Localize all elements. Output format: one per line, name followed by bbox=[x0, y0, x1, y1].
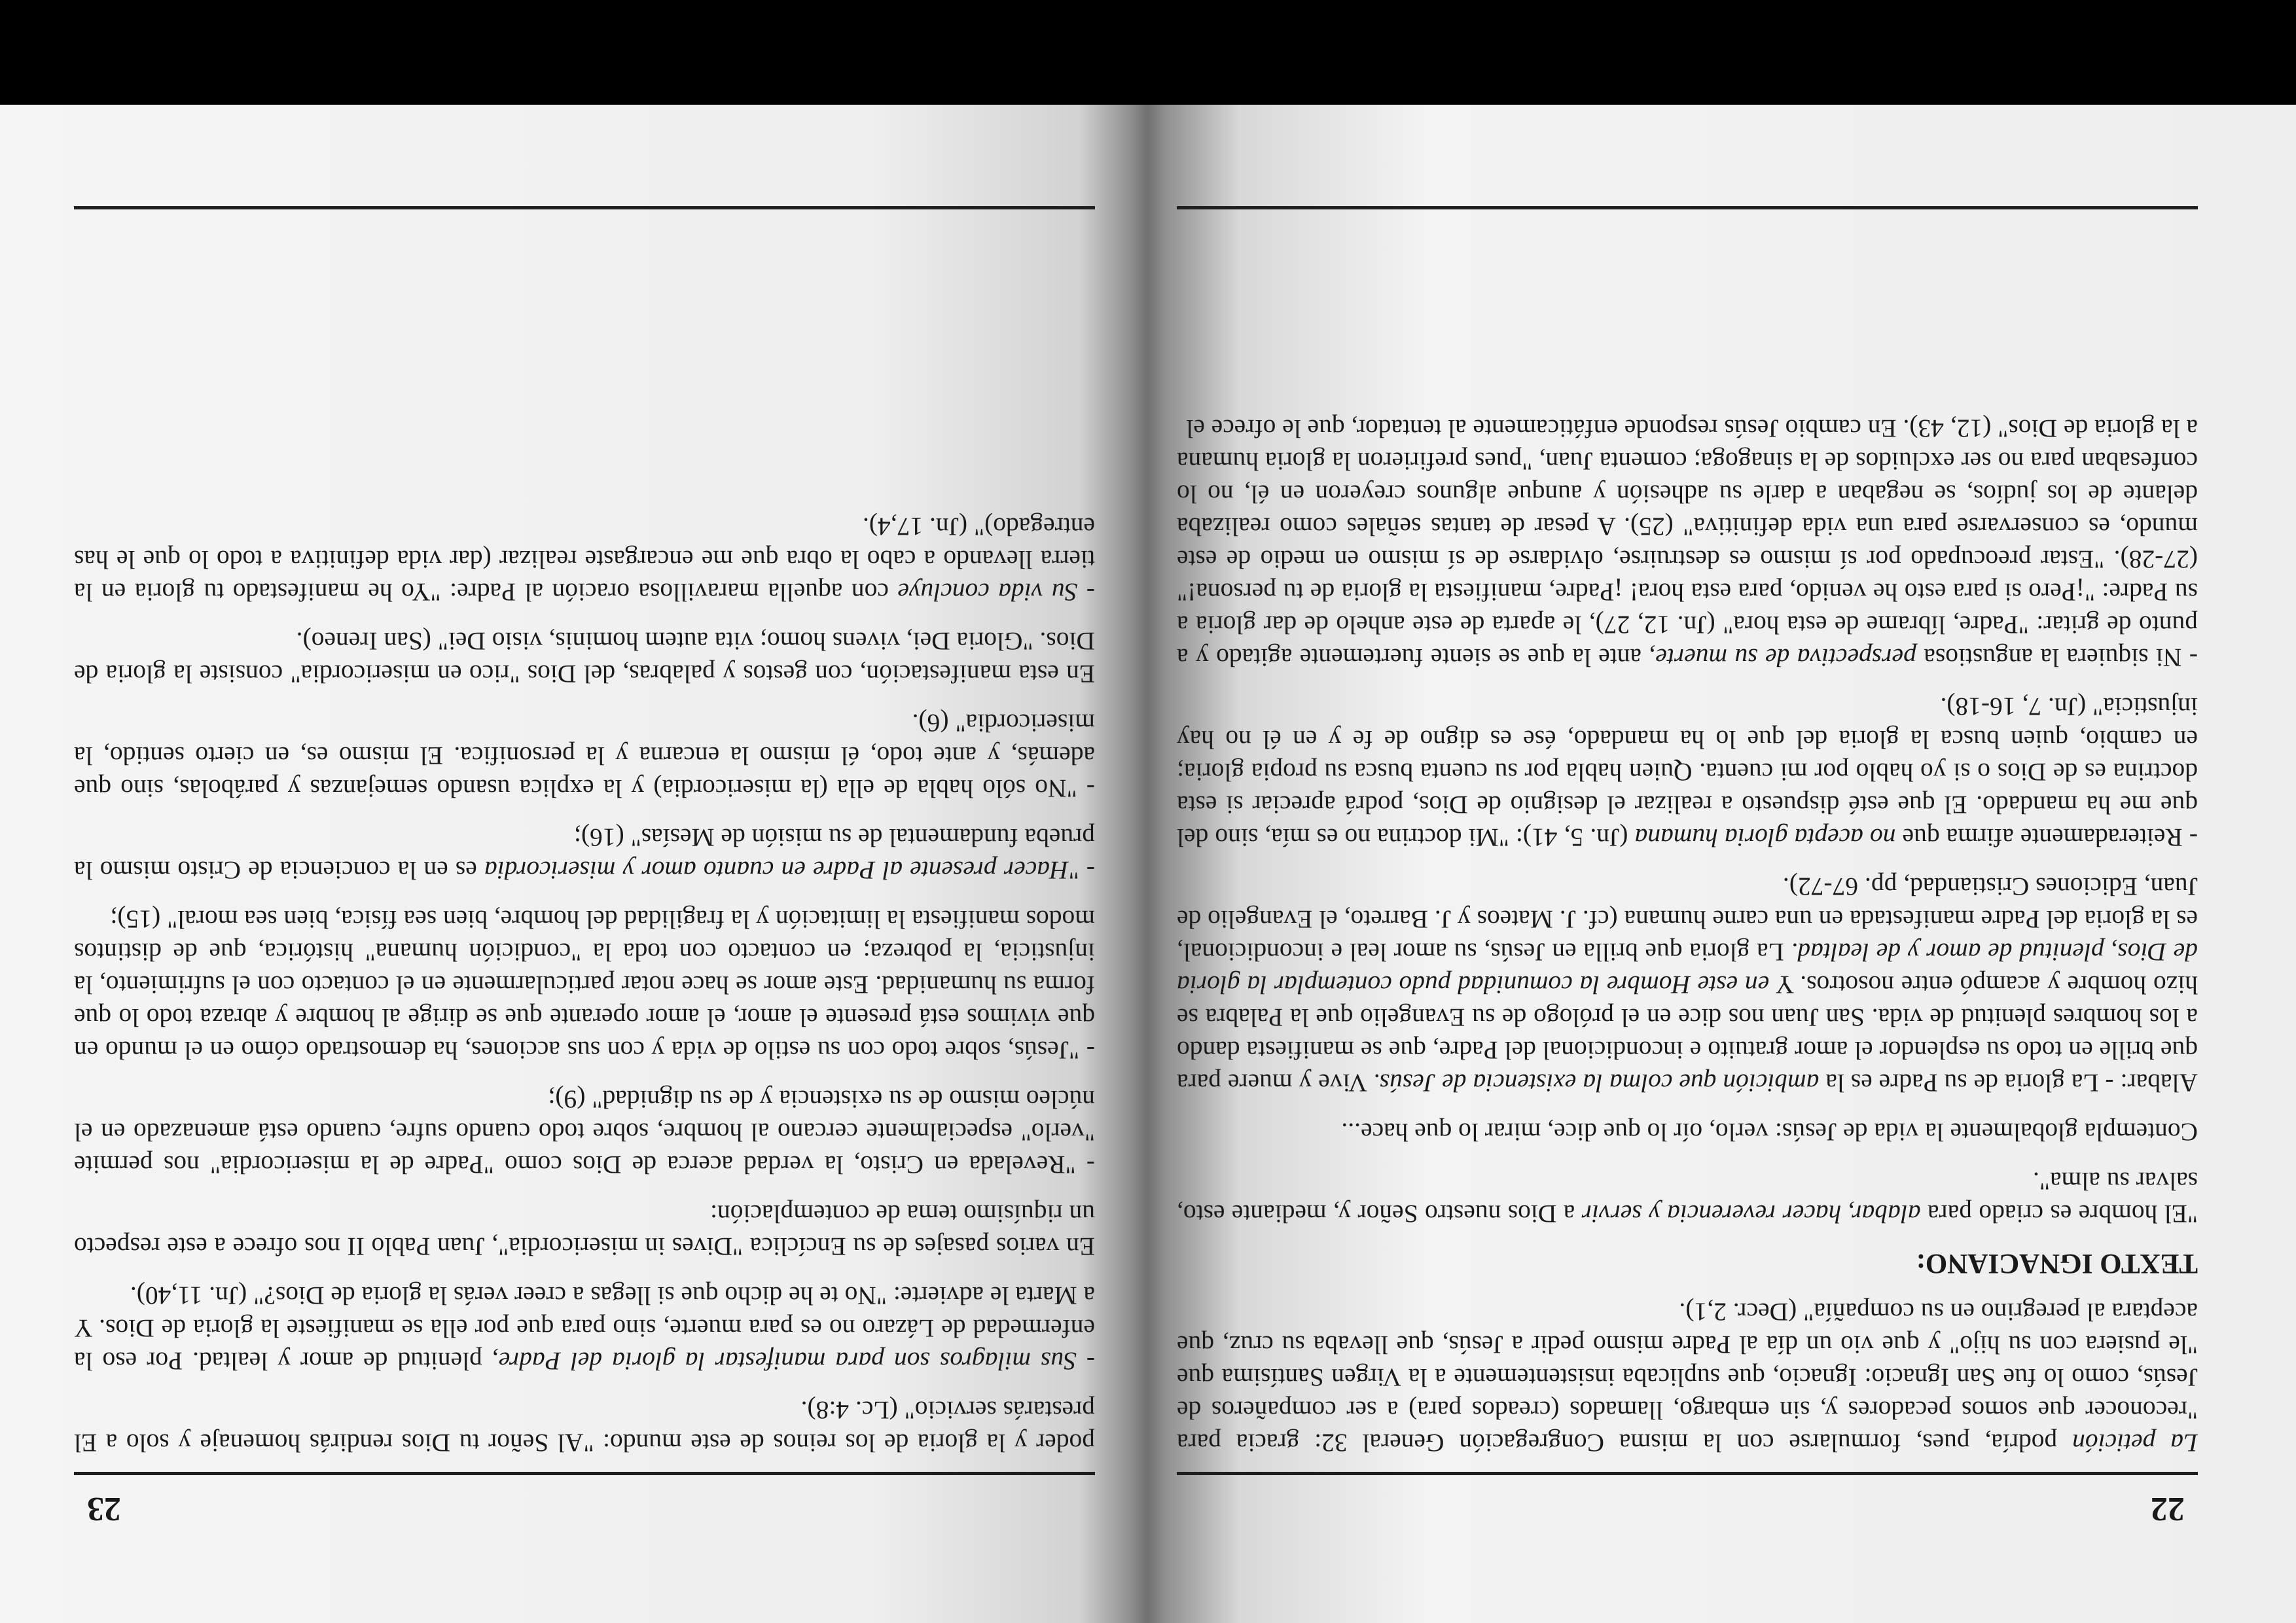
text-run: plenitud de amor y lealtad. Por eso la enfermedad de Lázaro no es para muerte, sino para que por ella se manifieste la gloria de Dios. Y a Marta le advierte: "No te he dicho que si llegas a creer verás la gloria de Dios?" (Jn. 11,40). bbox=[74, 1281, 1095, 1376]
text-run: "El hombre es criado para bbox=[1920, 1200, 2198, 1228]
page-text bbox=[74, 236, 1095, 1459]
text-run: - "Revelada en Cristo, la verdad acerca de Dios como "Padre de la misericordia" nos permite "verlo" especialmente cercano al hombre, sobre todo cuando sufre, cuando está amenazado en el núcleo mismo de su existencia y de su dignidad" (9); bbox=[74, 1085, 1095, 1179]
paragraph bbox=[1177, 1116, 2198, 1149]
text-run: (Jn. 5, 41): "Mi doctrina no es mía, sino del que me ha mandado. El que esté dispuesto a realizar el designio de Dios, podrá apreciar si esta doctrina es de Dios o si yo hablo por mi cuenta. Quien habla por su cuenta busca su propia gloria; en cambio, quien busca la gloria del que lo ha mandado, ése es digno de fe y en él no hay injusticia" (Jn. 7, 16-18). bbox=[1177, 692, 2198, 852]
text-run: es en la conciencia de Cristo mismo la prueba fundamental de su misión de Mesías" (16); bbox=[74, 823, 1095, 885]
italic-run: La petición bbox=[2072, 1429, 2198, 1457]
page-number: 23 bbox=[87, 1490, 121, 1527]
paragraph bbox=[74, 821, 1095, 887]
page-right bbox=[74, 105, 1095, 1623]
book-pages bbox=[0, 105, 2296, 1623]
bottom-rule bbox=[1177, 206, 2198, 209]
text-run: a Dios nuestro Señor y, mediante esto, salvar su alma". bbox=[1177, 1167, 2198, 1228]
paragraph bbox=[1177, 690, 2198, 854]
paragraph bbox=[74, 1279, 1095, 1378]
paragraph bbox=[1177, 870, 2198, 1099]
text-run: En esta manifestación, con gestos y palabras, del Dios "rico en misericordia" consiste la gloria de Dios. "Gloria Dei, vivens homo; vita autem hominis, visio Dei" (San Ireneo). bbox=[74, 627, 1095, 688]
paragraph bbox=[74, 1394, 1095, 1459]
paragraph bbox=[1177, 1165, 2198, 1230]
text-run: - Ni siquiera la angustiosa bbox=[1916, 643, 2198, 672]
italic-run: Hacer presente al Padre en cuanto amor y misericordia bbox=[484, 856, 1069, 885]
paragraph bbox=[74, 510, 1095, 609]
paragraph bbox=[74, 1198, 1095, 1263]
text-run: - bbox=[1077, 578, 1095, 607]
italic-run: en este Hombre la comunidad pudo contemplar la gloria de Dios, plenitud de amor y de lealtad. bbox=[1177, 938, 2198, 999]
text-run: - Reiteradamente afirma que bbox=[1895, 823, 2198, 852]
page-left bbox=[1177, 105, 2198, 1623]
text-run: - " bbox=[1068, 856, 1095, 885]
italic-run: Sus milagros son para manifestar la gloria del Padre, bbox=[492, 1347, 1077, 1376]
text-run: Contempla globalmente la vida de Jesús: verlo, oír lo que dice, mirar lo que hace... bbox=[1341, 1118, 2198, 1147]
text-run: - "No sólo habla de ella (la misericordia) y la explica usando semejanzas y parábolas, sino que además, y ante todo, él mismo la encarna y la personifica. El mismo es, en cierto sentido, la misericordia" (6). bbox=[74, 709, 1095, 803]
italic-run: alabar, hacer reverencia y servir bbox=[1581, 1200, 1921, 1228]
text-run: La gloria que brilla en Jesús, su amor leal e incondicional, es la gloria del Padre manifestada en una carne humana (cf. J. Mateos y J. Barreto, el Evangelio de Juan, Ediciones Cristiandad, pp. 67-72). bbox=[1177, 872, 2198, 967]
page-text bbox=[1177, 236, 2198, 1459]
text-run: podría, pues, formularse con la misma Congregación General 32: gracia para "reconocer que somos pecadores y, sin embargo, llamados (creados para) a ser compañeros de Jesús, como lo fue San Ignacio: Ignacio, que suplicaba insistentemente a la Virgen Santísima que "le pusiera con su hijo" y que vio un día al Padre mismo pedir a Jesús, que llevaba su cruz, que aceptara al peregrino en su compañía" (Decr. 2,1). bbox=[1177, 1298, 2198, 1457]
paragraph bbox=[74, 1083, 1095, 1181]
top-rule bbox=[74, 1472, 1095, 1475]
text-run: - bbox=[1076, 1347, 1095, 1376]
text-run: Vive y muere para que brille en todo su esplendor el amor gratuito e incondicional del Padre, que se manifiesta dando a los hombres plenitud de vida. San Juan nos dice en el prólogo de su Evangelio que la Palabra se hizo hombre y acampó entre nosotros. Y bbox=[1177, 971, 2198, 1097]
italic-run: no acepta gloria humana bbox=[1634, 823, 1896, 852]
text-run: En varios pasajes de su Encíclica "Dives in misericordia", Juan Pablo II nos ofrece a este respecto un riquísimo tema de contemplación: bbox=[74, 1200, 1095, 1261]
paragraph bbox=[74, 903, 1095, 1067]
paragraph bbox=[1177, 412, 2198, 674]
text-run: - "Jesús, sobre todo con su estilo de vida y con sus acciones, ha demostrado cómo en el mundo en que vivimos está presente el amor, el amor operante que se dirige al hombre y abraza todo lo que forma su humanidad. Este amor se hace notar particularmente en el contacto con el sufrimiento, la injusticia, la pobreza; en contacto con toda la "condición humana" histórica, que de distintos modos manifiesta la limitación y la fragilidad del hombre, bien sea física, bien sea moral" (15); bbox=[74, 905, 1095, 1065]
bottom-rule bbox=[74, 206, 1095, 209]
text-run: TEXTO IGNACIANO: bbox=[1916, 1248, 2198, 1279]
paragraph bbox=[74, 625, 1095, 690]
text-run: ante la que se siente fuertemente agitado y a punto de gritar: "Padre, líbrame de esta hora" (Jn. 12, 27), le aparta de este anhelo de dar gloria a su Padre: "¡Pero si para esto he venido, para esta hora! ¡Padre, manifiesta la gloria de tu persona!" (27-28). "Estar preocupado por sí mismo es destruirse, olvidarse de sí mismo en medio de este mundo, es conservarse para una vida definitiva" (25). A pesar de tantas señales como realizaba delante de los judíos, se negaban a darle su adhesión y aunque algunos creyeron en él, no lo confesaban para no ser excluidos de la sinagoga; comenta Juan, "pues prefirieron la gloria humana a la gloria de Dios" (12, 43). En cambio Jesús responde enfáticamente al tentador, que le ofrece el bbox=[1177, 414, 2198, 672]
page-number: 22 bbox=[2151, 1490, 2185, 1527]
italic-run: ambición que colma la existencia de Jesús. bbox=[1372, 1069, 1820, 1097]
top-rule bbox=[1177, 1472, 2198, 1475]
paragraph bbox=[1177, 1296, 2198, 1459]
section-heading bbox=[1177, 1247, 2198, 1279]
text-run: con aquella maravillosa oración al Padre: "Yo he manifestado tu gloria en la tierra llevando a cabo la obra que me encargaste realizar (dar vida definitiva a todo lo que le has entregado)" (Jn. 17,4). bbox=[74, 512, 1095, 607]
paragraph bbox=[74, 707, 1095, 805]
italic-run: Su vida concluye bbox=[897, 578, 1078, 607]
italic-run: perspectiva de su muerte, bbox=[1649, 643, 1916, 672]
text-run: poder y la gloria de los reinos de este mundo: "Al Señor tu Dios rendirás homenaje y solo a El prestarás servicio" (Lc. 4:8). bbox=[74, 1396, 1095, 1457]
text-run: Alabar: - La gloria de su Padre es la bbox=[1819, 1069, 2198, 1097]
